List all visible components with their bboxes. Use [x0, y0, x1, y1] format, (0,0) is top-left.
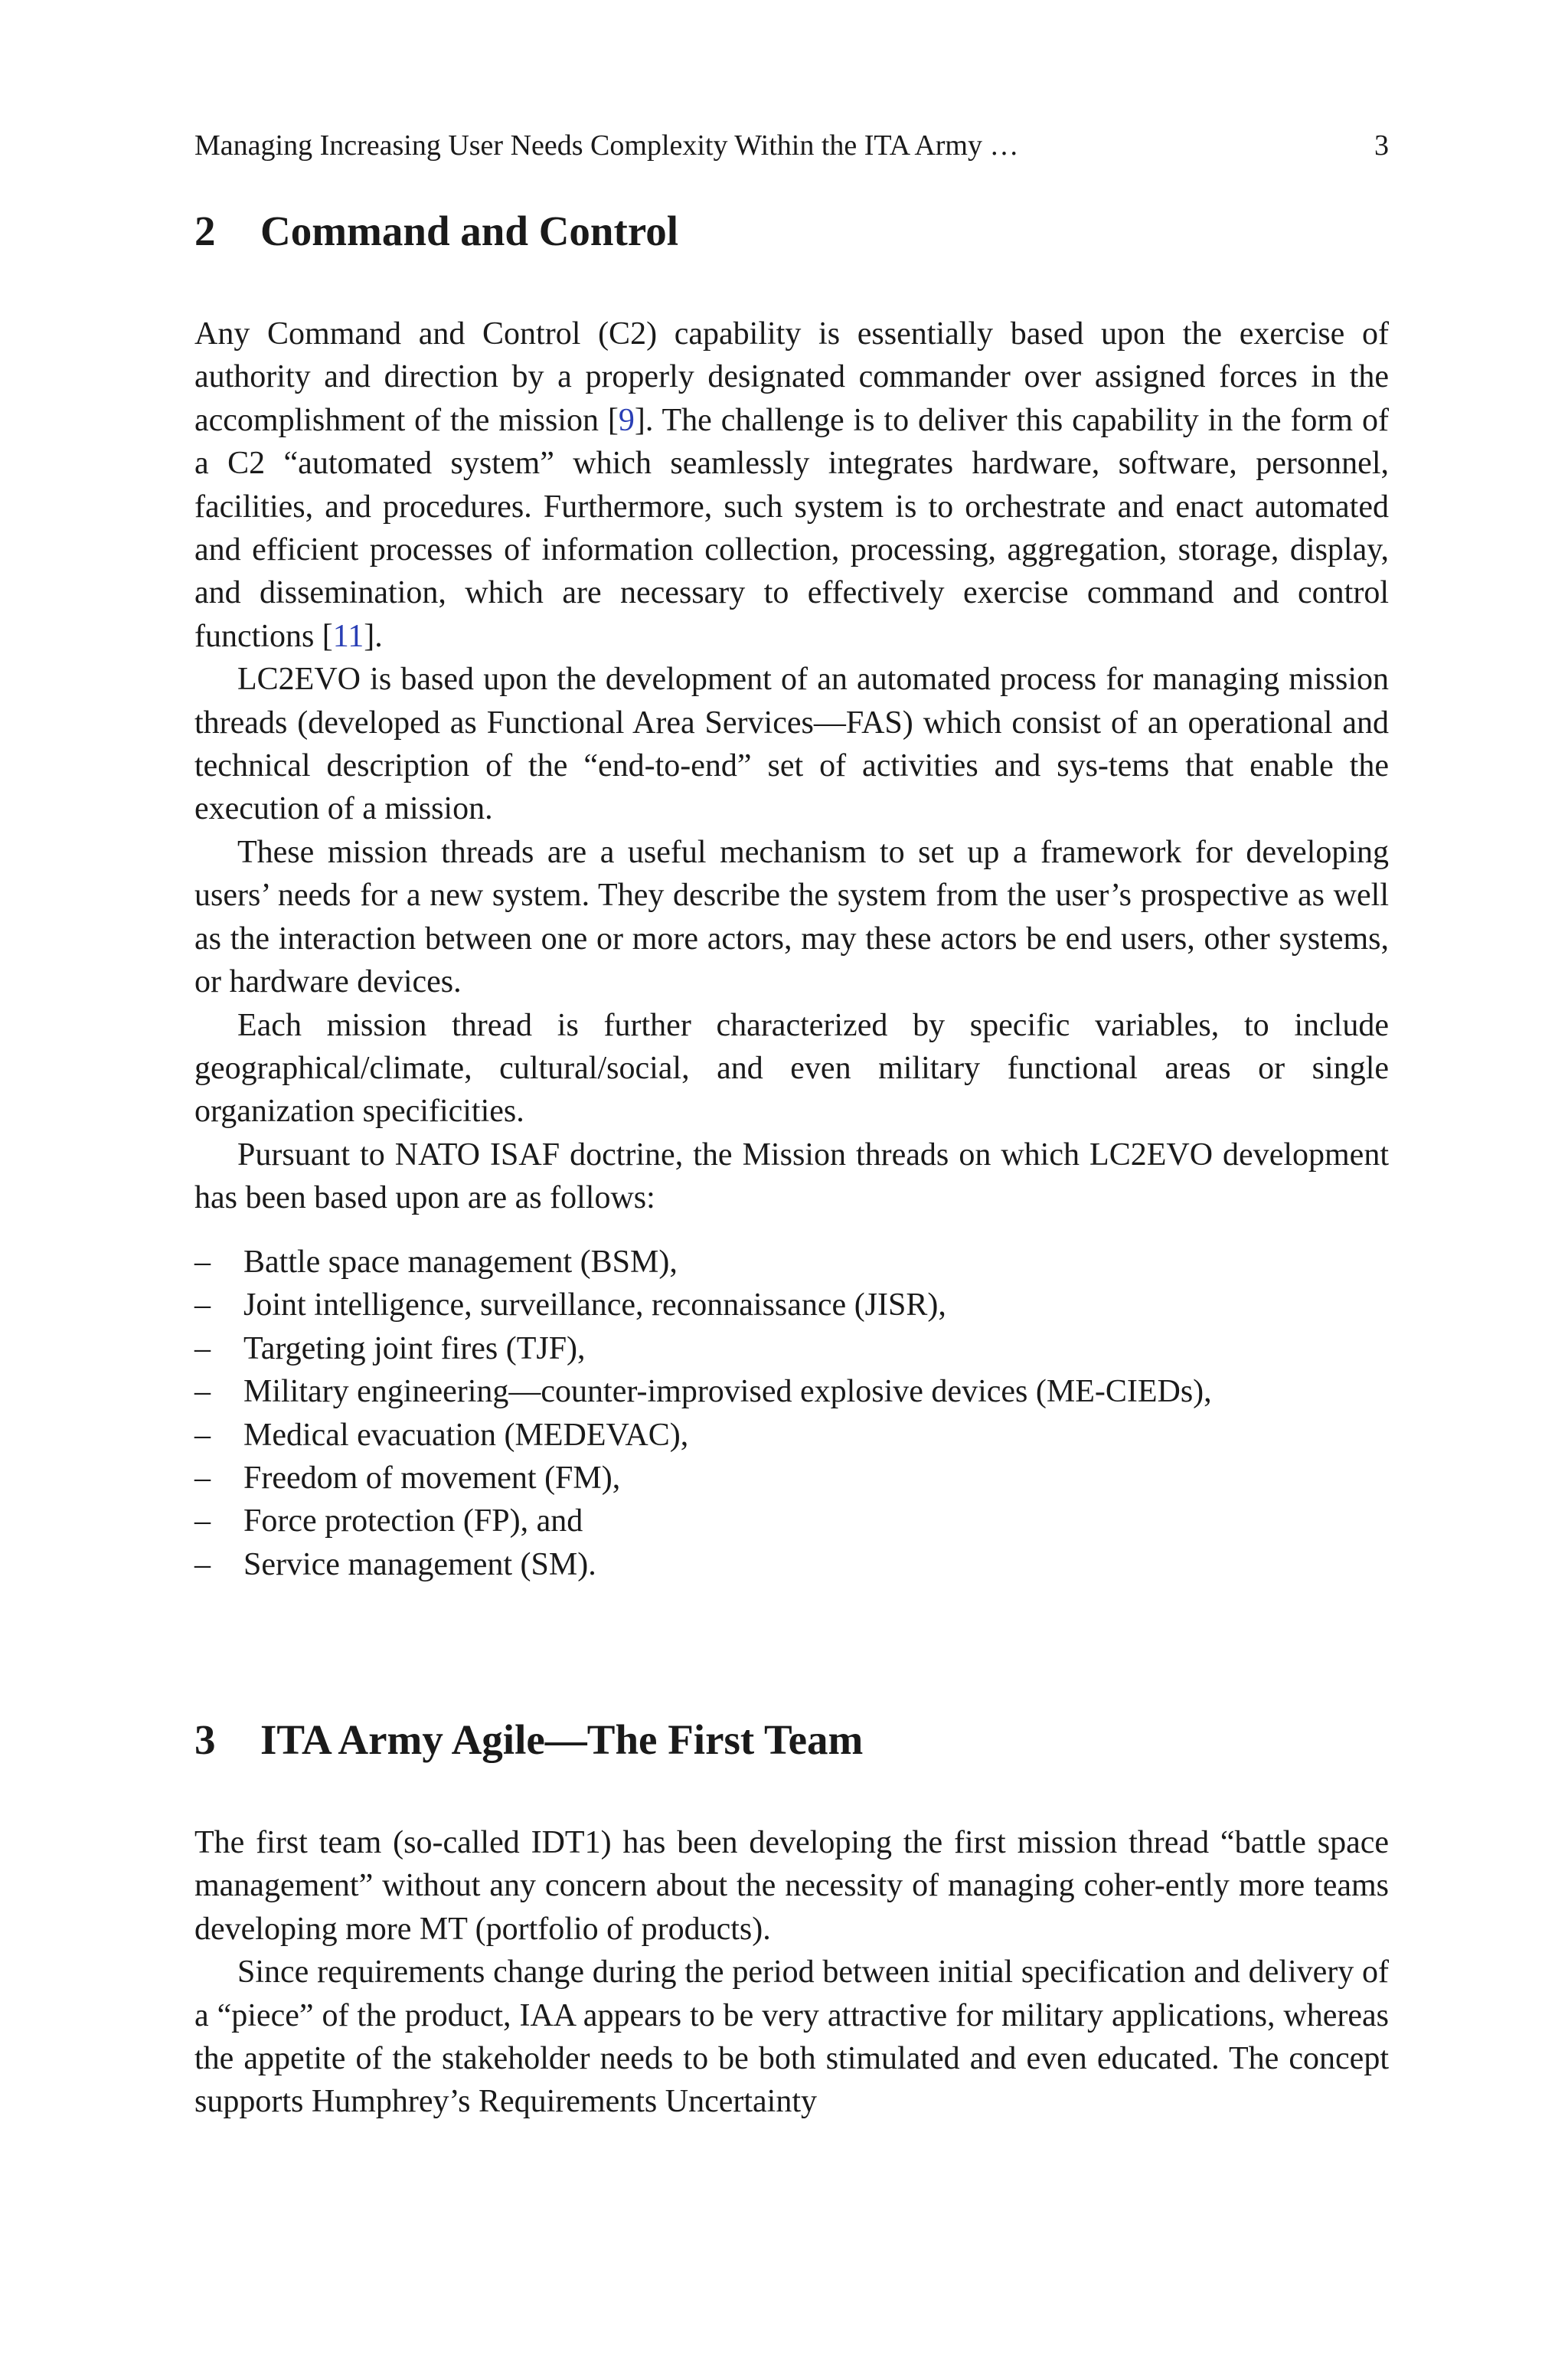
section-2-paragraph-4: Each mission thread is further characterized by specific variables, to include geographical/climate, cultural/social, and even military functional areas or single organization specificities.	[194, 1007, 1389, 1130]
list-item-text: Joint intelligence, surveillance, reconnaissance (JISR),	[243, 1287, 946, 1323]
list-dash: –	[194, 1330, 211, 1366]
list-item	[194, 1457, 1212, 1500]
list-dash: –	[194, 1503, 211, 1539]
citation-link[interactable]: 9	[618, 402, 635, 438]
section-2-paragraph-3: These mission threads are a useful mechanism to set up a framework for developing users’ needs for a new system. They describe the system from the user’s prospective as well as the interaction between one or more actors, may these actors be end users, other systems, or hardware devices.	[194, 834, 1389, 1000]
section-2-paragraph-5: Pursuant to NATO ISAF doctrine, the Mission threads on which LC2EVO development has been based upon are as follows:	[194, 1137, 1389, 1216]
list-dash: –	[194, 1546, 211, 1582]
section-3-number: 3	[194, 1716, 216, 1763]
paragraph-text: Any Command and Control (C2) capability is essentially based upon the exercise of authority and direction by a properly designated commander over assigned forces in the accomplishment of the mission [	[194, 316, 1389, 438]
mission-threads-list	[194, 1241, 1212, 1586]
list-item	[194, 1241, 1212, 1284]
list-item-text: Battle space management (BSM),	[243, 1245, 678, 1280]
section-2-number: 2	[194, 208, 216, 254]
section-2-paragraph-2: LC2EVO is based upon the development of an automated process for managing mission threads (developed as Functional Area Services—FAS) which consist of an operational and technical description of the “end-to-end” set of activities and sys-tems that enable the execution of a mission.	[194, 662, 1389, 827]
section-3-paragraph-1: The first team (so-called IDT1) has been developing the first mission thread “battle space management” without any concern about the necessity of managing coher-ently more teams developing more MT (portfolio of products).	[194, 1825, 1389, 1947]
section-3-body	[194, 1821, 1389, 2124]
list-item-text: Service management (SM).	[243, 1546, 596, 1582]
citation-link[interactable]: 11	[332, 618, 364, 654]
list-item	[194, 1500, 1212, 1542]
section-2-body	[194, 312, 1389, 1220]
paragraph-text: ]. The challenge is to deliver this capability in the form of a C2 “automated system” which seamlessly integrates hardware, software, personnel, facilities, and procedures. Furthermore, such system is to orchestrate and enact automated and efficient processes of information collection, processing, aggregation, storage, display, and dissemination, which are necessary to effectively exercise command and control functions [	[194, 402, 1389, 654]
list-item	[194, 1414, 1212, 1457]
list-item-text: Force protection (FP), and	[243, 1503, 583, 1539]
list-item-text: Military engineering—counter-improvised explosive devices (ME-CIEDs),	[243, 1374, 1212, 1410]
list-item	[194, 1284, 1212, 1326]
list-dash: –	[194, 1460, 211, 1496]
page-number: 3	[1374, 129, 1389, 162]
section-2-title: Command and Control	[260, 208, 679, 254]
list-dash: –	[194, 1417, 211, 1453]
list-dash: –	[194, 1245, 211, 1280]
section-2-heading	[194, 207, 678, 256]
list-dash: –	[194, 1374, 211, 1410]
list-dash: –	[194, 1287, 211, 1323]
list-item	[194, 1543, 1212, 1586]
list-item	[194, 1327, 1212, 1370]
section-3-heading	[194, 1716, 863, 1765]
paragraph-text: ].	[364, 618, 383, 654]
list-item	[194, 1370, 1212, 1413]
list-item-text: Freedom of movement (FM),	[243, 1460, 621, 1496]
section-2-paragraph-1	[194, 312, 1389, 658]
list-item-text: Medical evacuation (MEDEVAC),	[243, 1417, 689, 1453]
list-item-text: Targeting joint fires (TJF),	[243, 1330, 586, 1366]
running-head-title: Managing Increasing User Needs Complexity Within the ITA Army …	[194, 129, 1019, 162]
section-3-paragraph-2: Since requirements change during the period between initial specification and delivery of a “piece” of the product, IAA appears to be very attractive for military applications, whereas the appetite of the stakeholder needs to be both stimulated and even educated. The concept supports Humphrey’s Requirements Uncertainty	[194, 1954, 1389, 2120]
section-3-title: ITA Army Agile—The First Team	[260, 1716, 864, 1763]
